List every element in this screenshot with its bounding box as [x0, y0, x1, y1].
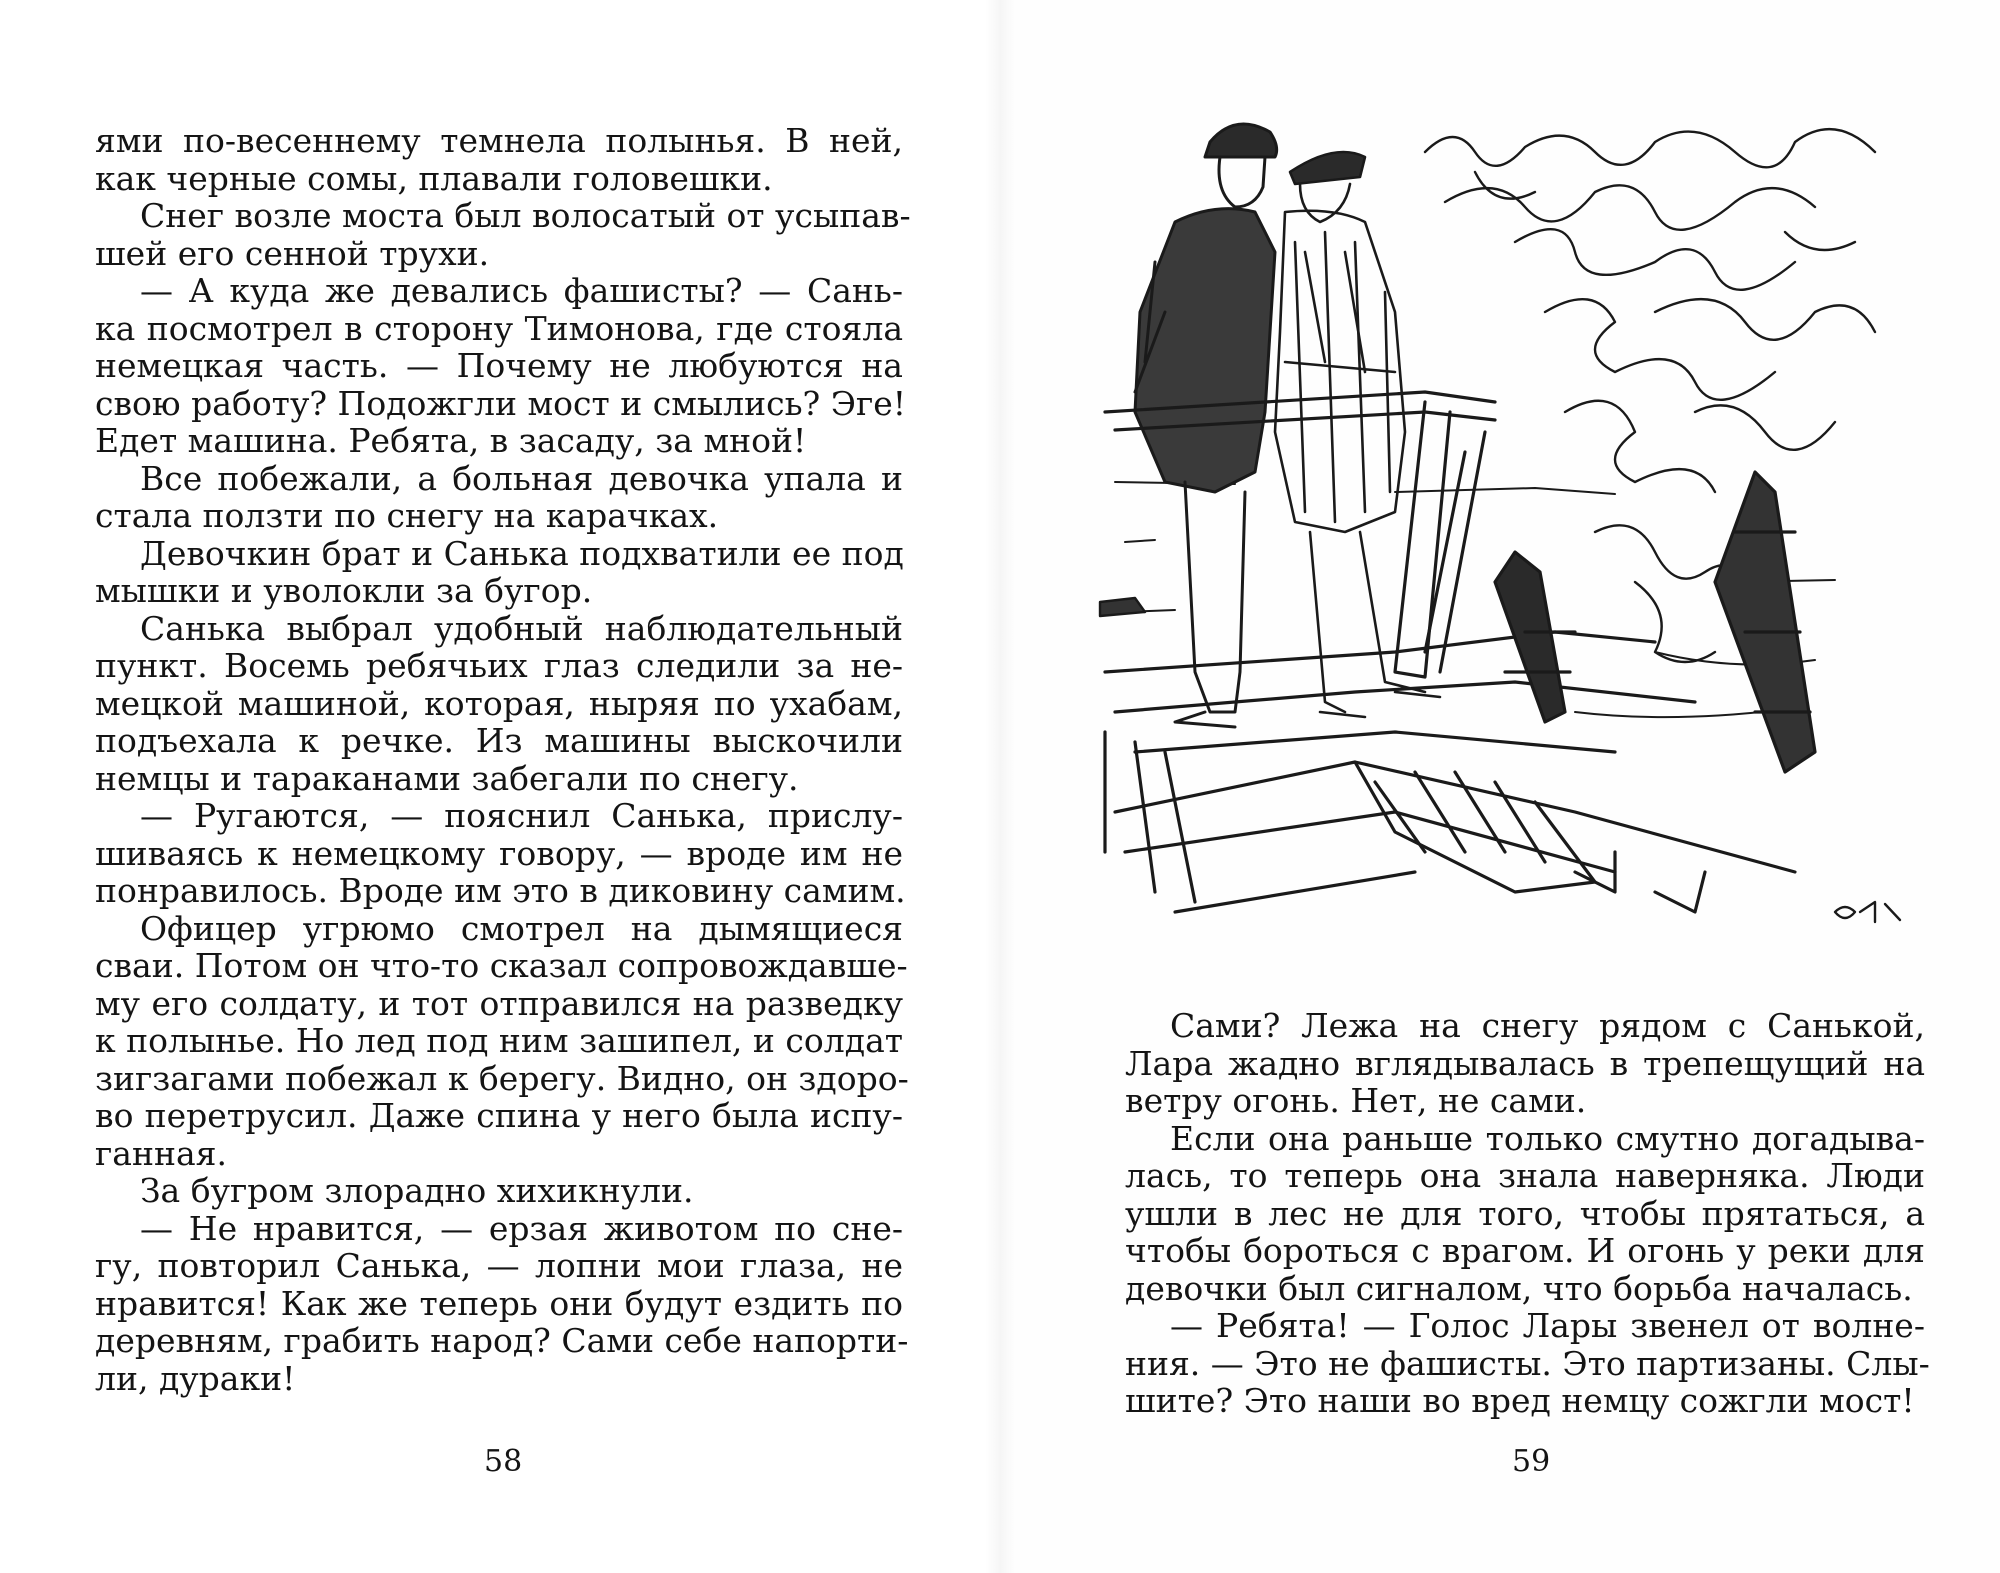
artist-signature [1835, 902, 1900, 922]
text-line: — Ребята! — Голос Лары звенел от волне- [1170, 1306, 1925, 1345]
text-line: к полынье. Но лед под ним зашипел, и солдат [95, 1021, 903, 1060]
text-line: мышки и уволокли за бугор. [95, 571, 593, 610]
text-line: Офицер угрюмо смотрел на дымящиеся [140, 908, 903, 948]
smoke-plume [1425, 129, 1875, 662]
text-line: — Не нравится, — ерзая животом по сне- [140, 1208, 903, 1248]
text-line: мецкой машиной, которая, ныряя по ухабам, [95, 683, 903, 723]
text-line: — Ругаются, — пояснил Санька, прислу- [140, 796, 903, 835]
text-line: ганная. [95, 1133, 227, 1173]
text-line: понравилось. Вроде им это в диковину самим. [95, 871, 906, 910]
text-line: девочки был сигналом, что борьба началась. [1125, 1268, 1913, 1308]
text-line: пункт. Восемь ребячьих глаз следили за не- [95, 646, 903, 685]
text-line: шей его сенной трухи. [95, 233, 490, 273]
text-line: немецкая часть. — Почему не любуются на [95, 346, 903, 385]
text-line: зигзагами побежал к берегу. Видно, он здоро- [95, 1058, 909, 1098]
text-line: лась, то теперь она знала наверняка. Люди [1125, 1156, 1925, 1195]
text-line: во перетрусил. Даже спина у него была испу- [95, 1096, 903, 1135]
text-line: деревням, грабить народ? Сами себе напорти- [95, 1321, 909, 1360]
text-line: ушли в лес не для того, чтобы прятаться, а [1125, 1193, 1925, 1233]
text-line: Лара жадно вглядывалась в трепещущий на [1125, 1043, 1925, 1083]
text-line: шиваясь к немецкому говору, — вроде им не [95, 833, 903, 873]
text-line: Снег возле моста был волосатый от усыпав- [140, 196, 911, 235]
right-page-text [1125, 1006, 1930, 1420]
text-line: За бугром злорадно хихикнули. [140, 1171, 694, 1210]
text-line: Если она раньше только смутно догадыва- [1170, 1118, 1925, 1158]
text-line: свою работу? Подожгли мост и смылись? Эге! [95, 383, 907, 423]
text-line: Девочкин брат и Санька подхватили ее под [140, 533, 904, 573]
text-line: му его солдату, и тот отправился на разведку [95, 983, 903, 1023]
bridge-soldiers-illustration-icon [1095, 112, 1945, 977]
text-line: шите? Это наши во вред немцу сожгли мост! [1125, 1381, 1915, 1420]
distant-vehicle [1100, 598, 1145, 616]
right-page-number: 59 [1512, 1444, 1551, 1479]
text-line: Едет машина. Ребята, в засаду, за мной! [95, 421, 807, 460]
left-page-number: 58 [484, 1444, 523, 1479]
text-line: ли, дураки! [95, 1358, 296, 1398]
text-line: чтобы бороться с врагом. И огонь у реки для [1125, 1231, 1925, 1270]
text-line: ка посмотрел в сторону Тимонова, где стояла [95, 308, 903, 348]
text-line: Сами? Лежа на снегу рядом с Санькой, [1170, 1006, 1925, 1045]
officer-figure [1275, 152, 1440, 717]
text-line: стала ползти по снегу на карачках. [95, 496, 719, 535]
text-line: ями по-весеннему темнела полынья. В ней, [95, 121, 903, 160]
text-line: сваи. Потом он что-то сказал сопровождавше- [95, 946, 908, 985]
text-line: подъехала к речке. Из машины выскочили [95, 721, 903, 760]
charred-posts [1495, 472, 1815, 912]
text-line: нравится! Как же теперь они будут ездить по [95, 1283, 903, 1323]
text-line: гу, повторил Санька, — лопни мои глаза, не [95, 1246, 903, 1285]
text-line: ветру огонь. Нет, не сами. [1125, 1081, 1587, 1120]
text-line: — А куда же девались фашисты? — Сань- [140, 271, 903, 310]
text-line: немцы и тараканами забегали по снегу. [95, 758, 799, 798]
book-gutter [985, 0, 1015, 1573]
left-page-text [95, 121, 911, 1398]
text-line: Санька выбрал удобный наблюдательный [140, 608, 903, 648]
text-line: ния. — Это не фашисты. Это партизаны. Слы- [1125, 1343, 1930, 1383]
text-line: Все побежали, а больная девочка упала и [140, 458, 903, 498]
text-line: как черные сомы, плавали головешки. [95, 158, 773, 198]
